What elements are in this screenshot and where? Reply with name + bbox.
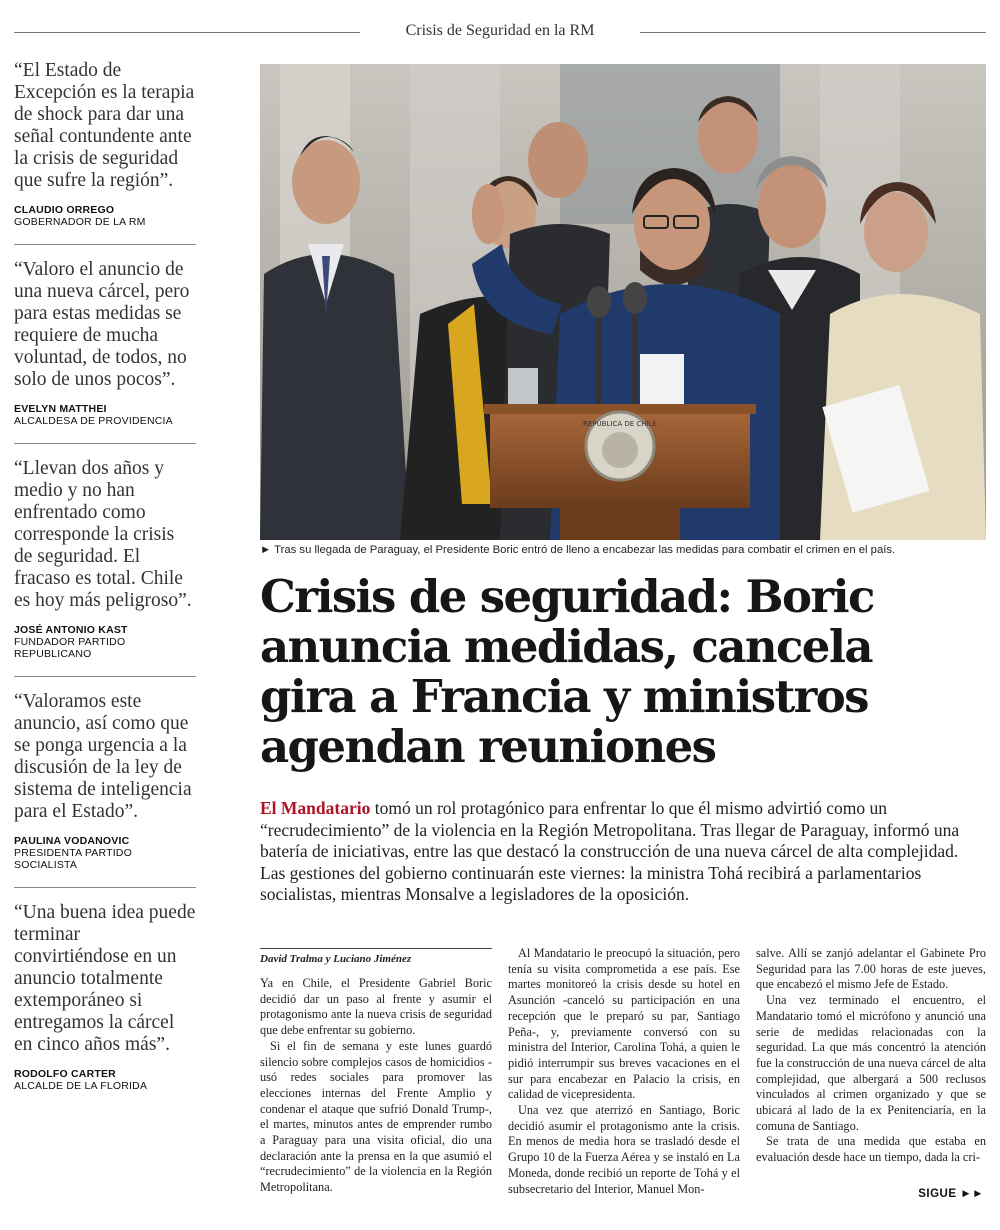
photo-caption: ► Tras su llegada de Paraguay, el Presidente Boric entró de lleno a encabezar las medidas para combatir el crimen en el país.: [260, 544, 896, 556]
press-conference-illustration: [260, 64, 986, 540]
body-paragraph: Si el fin de semana y este lunes guardó silencio sobre complejos casos de homicidios -usó redes sociales para promover las elecciones internas del Frente Amplio y condenar el ataque que sufrió Donald Trump-, el martes, minutos antes de emprender rumbo a Paraguay para una visita oficial, dio una declaración ante la prensa en la que asumió el “recrudecimiento” de la violencia en la Región Metropolitana.: [260, 1038, 492, 1195]
body-paragraph: Al Mandatario le preocupó la situación, pero tenía su visita comprometida a ese país. Ese martes monitoreó la crisis desde su hotel en Asunción -canceló su participación en una recepción que le preparó su par, Santiago Peña-, y, previamente conversó con su ministra del Interior, Carolina Tohá, a quien le pidió interrumpir sus breves vacaciones en el sur para encabezar en Palacio la crisis, en calidad de vicepresidenta.: [508, 946, 740, 1102]
quote-author-name: RODOLFO CARTER: [14, 1068, 116, 1080]
quote-text: “Valoro el anuncio de una nueva cárcel, pero para estas medidas se requiere de mucha voluntad, de todos, no solo de unos pocos”.: [14, 259, 190, 390]
body-paragraph: Una vez terminado el encuentro, el Mandatario tomó el micrófono y anunció una serie de medidas relacionadas con la seguridad. La que más concentró la atención fue la construcción de una nueva cárcel de alta complejidad, que albergará a 500 reclusos vinculados al crimen organizado y que se ubicará al lado de la ex Penitenciaría, en la comuna de Santiago.: [756, 993, 986, 1133]
quote-text: “Valoramos este anuncio, así como que se ponga urgencia a la discusión de la ley de sistema de inteligencia para el Estado”.: [14, 691, 192, 822]
lede: [260, 798, 980, 906]
quote-block: [14, 458, 196, 677]
section-title: Crisis de Seguridad en la RM: [405, 22, 595, 39]
body-column-2: [508, 946, 740, 1197]
quote-author-role: FUNDADOR PARTIDO REPUBLICANO: [14, 636, 126, 660]
lede-text: tomó un rol protagónico para enfrentar lo que él mismo advirtió como un “recrudecimiento” de la violencia en la Región Metropolitana. Tras llegar de Paraguay, informó una batería de iniciativas, entre las que destacó la construcción de una nueva cárcel de alta complejidad. Las gestiones del gobierno continuarán este viernes: la ministra Tohá recibirá a parlamentarios socialistas, mientras Monsalve a legisladores de la oposición.: [260, 798, 960, 904]
lead-photo: [260, 64, 986, 540]
body-paragraph: salve. Allí se zanjó adelantar el Gabinete Pro Seguridad para las 7.00 horas de este jueves, que encabezó el mismo Jefe de Estado.: [756, 946, 986, 992]
headline: Crisis de seguridad: Boric anuncia medidas, cancela gira a Francia y ministros agendan reuniones: [260, 570, 874, 773]
podium-seal-text: REPÚBLICA DE CHILE: [583, 420, 657, 428]
body-paragraph: Se trata de una medida que estaba en evaluación desde hace un tiempo, dada la cri-: [756, 1134, 986, 1165]
section-header: [14, 18, 986, 48]
quote-text: “Llevan dos años y medio y no han enfrentado como corresponde la crisis de seguridad. El fracaso es total. Chile es hoy más peligroso”.: [14, 458, 192, 611]
quote-author-name: PAULINA VODANOVIC: [14, 835, 130, 847]
quote-author-name: EVELYN MATTHEI: [14, 403, 107, 415]
quote-author-role: ALCALDESA DE PROVIDENCIA: [14, 415, 173, 427]
body-paragraph: Una vez que aterrizó en Santiago, Boric decidió asumir el protagonismo ante la crisis. En menos de media hora se trasladó desde el Grupo 10 de la Fuerza Aérea y se instaló en La Moneda, donde recibió un reporte de Tohá y el subsecretario del Interior, Manuel Mon-: [508, 1103, 740, 1196]
quote-author-role: ALCALDE DE LA FLORIDA: [14, 1080, 148, 1092]
byline: David Tralma y Luciano Jiménez: [260, 948, 492, 965]
quote-text: “Una buena idea puede terminar convirtiéndose en un anuncio totalmente extemporáneo si entregamos la cárcel en cinco años más”.: [14, 902, 196, 1055]
lede-lead-in: El Mandatario: [260, 798, 371, 818]
header-rule-right: [640, 32, 986, 33]
quote-author-role: GOBERNADOR DE LA RM: [14, 216, 146, 228]
body-column-3: [756, 946, 986, 1166]
quote-author-name: CLAUDIO ORREGO: [14, 204, 115, 216]
quote-author-role: PRESIDENTA PARTIDO SOCIALISTA: [14, 847, 132, 871]
quote-block: [14, 691, 196, 888]
quote-block: [14, 902, 196, 1108]
quote-author-name: JOSÉ ANTONIO KAST: [14, 624, 128, 636]
body-paragraph: Ya en Chile, el Presidente Gabriel Boric decidió dar un paso al frente y asumir el protagonismo ante la nueva crisis de seguridad que debe enfrentar su gobierno.: [260, 976, 492, 1038]
quote-block: [14, 60, 196, 245]
quotes-sidebar: [14, 60, 196, 1122]
body-column-1: [260, 976, 492, 1196]
quote-text: “El Estado de Excepción es la terapia de shock para dar una señal contundente ante la crisis de seguridad que sufre la región”.: [14, 60, 195, 191]
continue-marker: SIGUE ►►: [918, 1188, 984, 1200]
quote-block: [14, 259, 196, 444]
